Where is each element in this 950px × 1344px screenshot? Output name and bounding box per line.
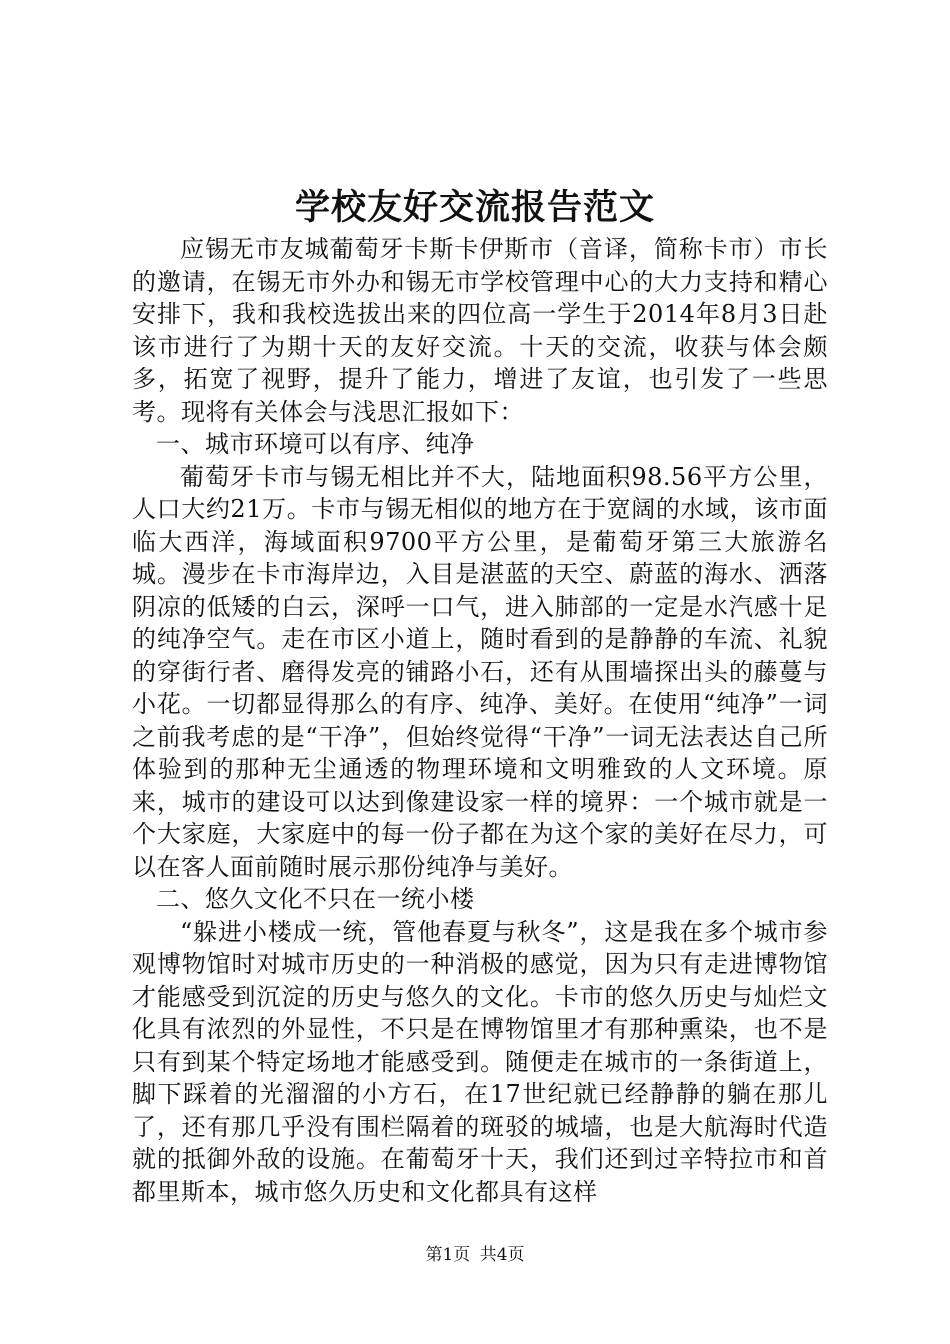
paragraph-intro: 应锡无市友城葡萄牙卡斯卡伊斯市（音译，简称卡市）市长的邀请，在锡无市外办和锡无市学校管理中心的大力支持和精心安排下，我和我校选拔出来的四位高一学生于2014年8月3日赴该市进行了为期十天的友好交流。十天的交流，收获与体会颇多，拓宽了视野，提升了能力，增进了友谊，也引发了一些思考。现将有关体会与浅思汇报如下：	[132, 235, 828, 426]
page-footer: 第1页 共4页	[425, 1245, 525, 1265]
document-title: 学校友好交流报告范文	[294, 187, 655, 228]
section-heading-2: 二、悠久文化不只在一统小楼	[156, 885, 475, 913]
section-heading-1: 一、城市环境可以有序、纯净	[156, 430, 475, 458]
document-body	[132, 233, 828, 1208]
paragraph-culture: “躲进小楼成一统，管他春夏与秋冬”，这是我在多个城市参观博物馆时对城市历史的一种消极的感觉，因为只有走进博物馆才能感受到沉淀的历史与悠久的文化。卡市的悠久历史与灿烂文化具有浓烈的外显性，不只是在博物馆里才有那种熏染，也不是只有到某个特定场地才能感受到。随便走在城市的一条街道上，脚下踩着的光溜溜的小方石，在17世纪就已经静静的躺在那儿了，还有那几乎没有围栏隔着的斑驳的城墙，也是大航海时代造就的抵御外敌的设施。在葡萄牙十天，我们还到过辛特拉市和首都里斯本，城市悠久历史和文化都具有这样	[132, 917, 828, 1206]
paragraph-city-environment: 葡萄牙卡市与锡无相比并不大，陆地面积98.56平方公里，人口大约21万。卡市与锡无相似的地方在于宽阔的水域，该市面临大西洋，海域面积9700平方公里，是葡萄牙第三大旅游名城。漫步在卡市海岸边，入目是湛蓝的天空、蔚蓝的海水、洒落阴凉的低矮的白云，深呼一口气，进入肺部的一定是水汽感十足的纯净空气。走在市区小道上，随时看到的是静静的车流、礼貌的穿街行者、磨得发亮的铺路小石，还有从围墙探出头的藤蔓与小花。一切都显得那么的有序、纯净、美好。在使用“纯净”一词之前我考虑的是“干净”，但始终觉得“干净”一词无法表达自己所体验到的那种无尘通透的物理环境和文明雅致的人文环境。原来，城市的建设可以达到像建设家一样的境界：一个城市就是一个大家庭，大家庭中的每一份子都在为这个家的美好在尽力，可以在客人面前随时展示那份纯净与美好。	[132, 462, 828, 881]
